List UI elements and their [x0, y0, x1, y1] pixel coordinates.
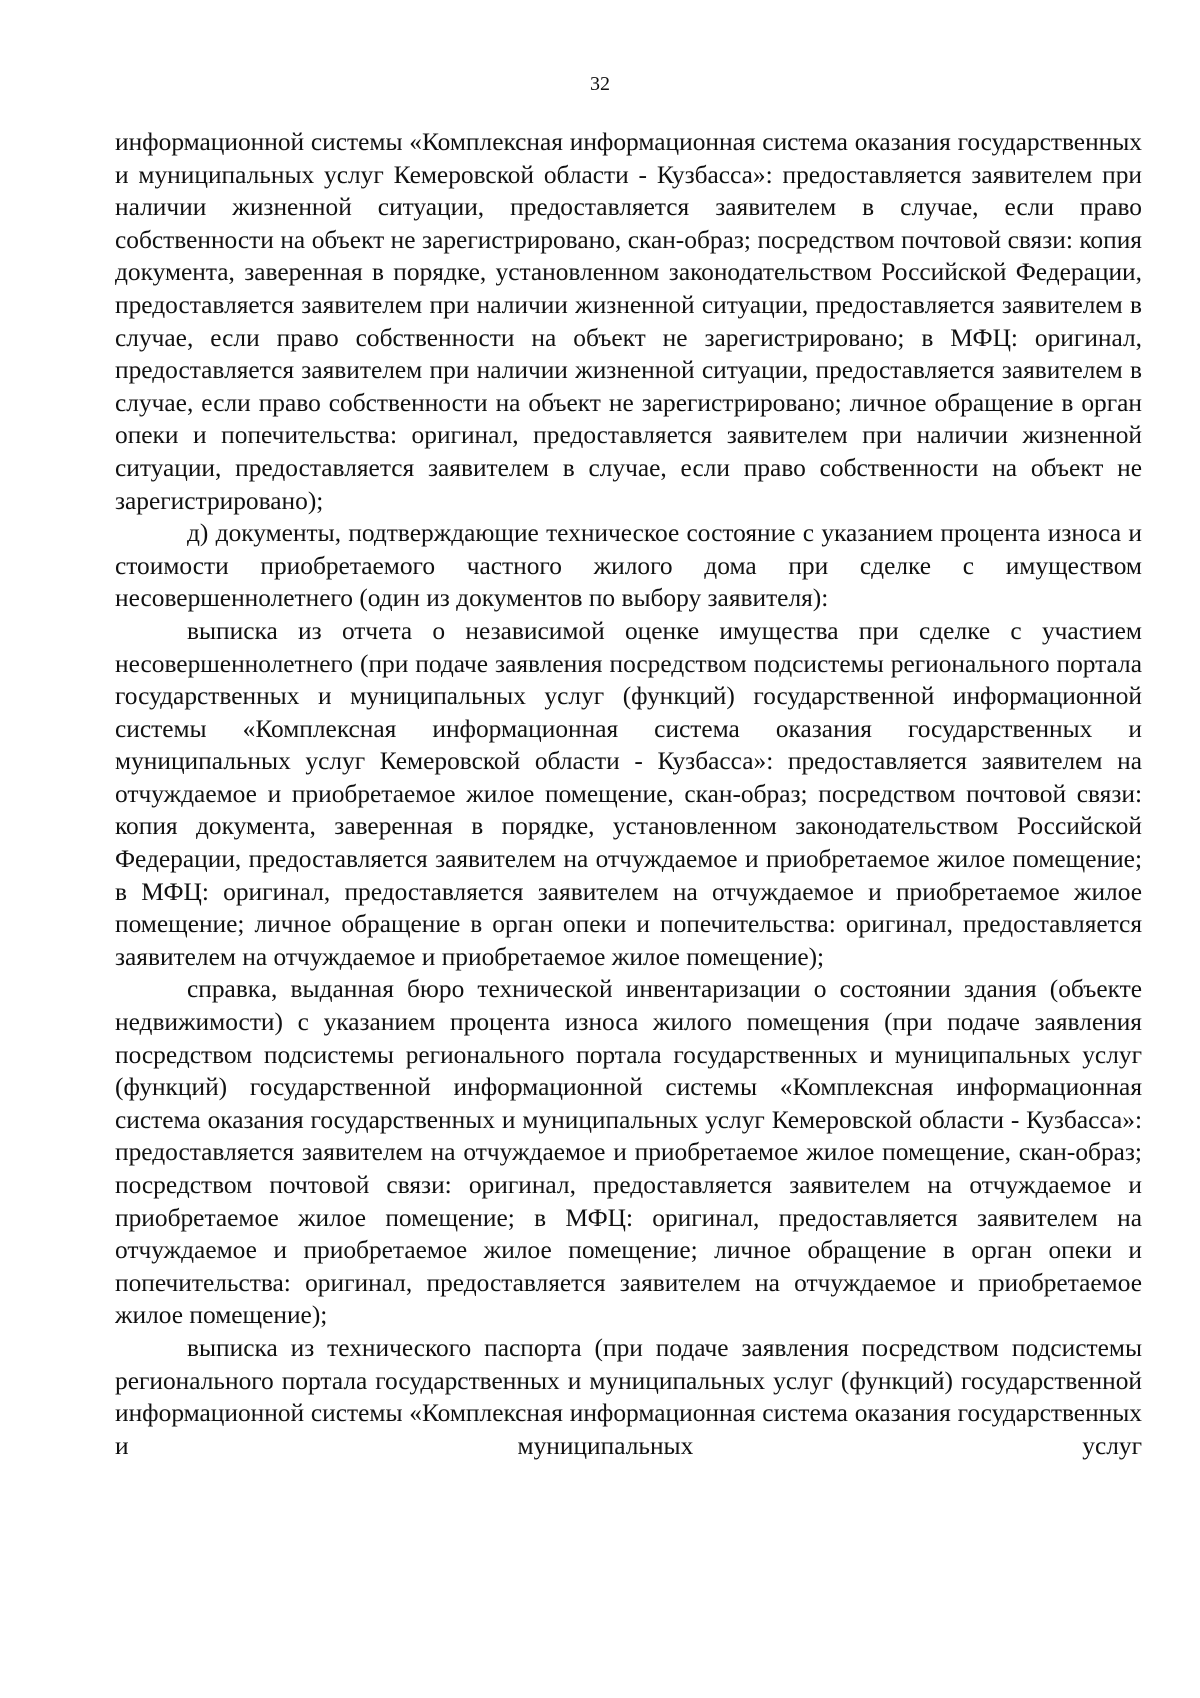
- paragraph-continuation: информационной системы «Комплексная информационная система оказания государственных и муниципальных услуг Кемеровской области - Кузбасса»: предоставляется заявителем при наличии жизненной ситуации, предоставляется заявителем в случае, если право собственности на объект не зарегистрировано, скан-образ; посредством почтовой связи: копия документа, заверенная в порядке, установленном законодательством Российской Федерации, предоставляется заявителем при наличии жизненной ситуации, предоставляется заявителем в случае, если право собственности на объект не зарегистрировано; в МФЦ: оригинал, предоставляется заявителем при наличии жизненной ситуации, предоставляется заявителем в случае, если право собственности на объект не зарегистрировано; личное обращение в орган опеки и попечительства: оригинал, предоставляется заявителем при наличии жизненной ситуации, предоставляется заявителем в случае, если право собственности на объект не зарегистрировано);: [115, 128, 1142, 515]
- document-body: [115, 126, 1142, 1462]
- page-number: 32: [590, 73, 610, 95]
- paragraph-technical-passport-extract: выписка из технического паспорта (при подаче заявления посредством подсистемы регионального портала государственных и муниципальных услуг (функций) государственной информационной системы «Комплексная информационная система оказания государственных и муниципальных услуг: [115, 1333, 1142, 1460]
- paragraph-item-d: д) документы, подтверждающие техническое состояние с указанием процента износа и стоимости приобретаемого частного жилого дома при сделке с имуществом несовершеннолетнего (один из документов по выбору заявителя):: [115, 519, 1142, 613]
- paragraph-bti-certificate: справка, выданная бюро технической инвентаризации о состоянии здания (объекте недвижимости) с указанием процента износа жилого помещения (при подаче заявления посредством подсистемы регионального портала государственных и муниципальных услуг (функций) государственной информационной системы «Комплексная информационная система оказания государственных и муниципальных услуг Кемеровской области - Кузбасса»: предоставляется заявителем на отчуждаемое и приобретаемое жилое помещение, скан-образ; посредством почтовой связи: оригинал, предоставляется заявителем на отчуждаемое и приобретаемое жилое помещение; в МФЦ: оригинал, предоставляется заявителем на отчуждаемое и приобретаемое жилое помещение; личное обращение в орган опеки и попечительства: оригинал, предоставляется заявителем на отчуждаемое и приобретаемое жилое помещение);: [115, 975, 1142, 1330]
- paragraph-appraisal-extract: выписка из отчета о независимой оценке имущества при сделке с участием несовершеннолетнего (при подаче заявления посредством подсистемы регионального портала государственных и муниципальных услуг (функций) государственной информационной системы «Комплексная информационная система оказания государственных и муниципальных услуг Кемеровской области - Кузбасса»: предоставляется заявителем на отчуждаемое и приобретаемое жилое помещение, скан-образ; посредством почтовой связи: копия документа, заверенная в порядке, установленном законодательством Российской Федерации, предоставляется заявителем на отчуждаемое и приобретаемое жилое помещение; в МФЦ: оригинал, предоставляется заявителем на отчуждаемое и приобретаемое жилое помещение; личное обращение в орган опеки и попечительства: оригинал, предоставляется заявителем на отчуждаемое и приобретаемое жилое помещение);: [115, 616, 1142, 971]
